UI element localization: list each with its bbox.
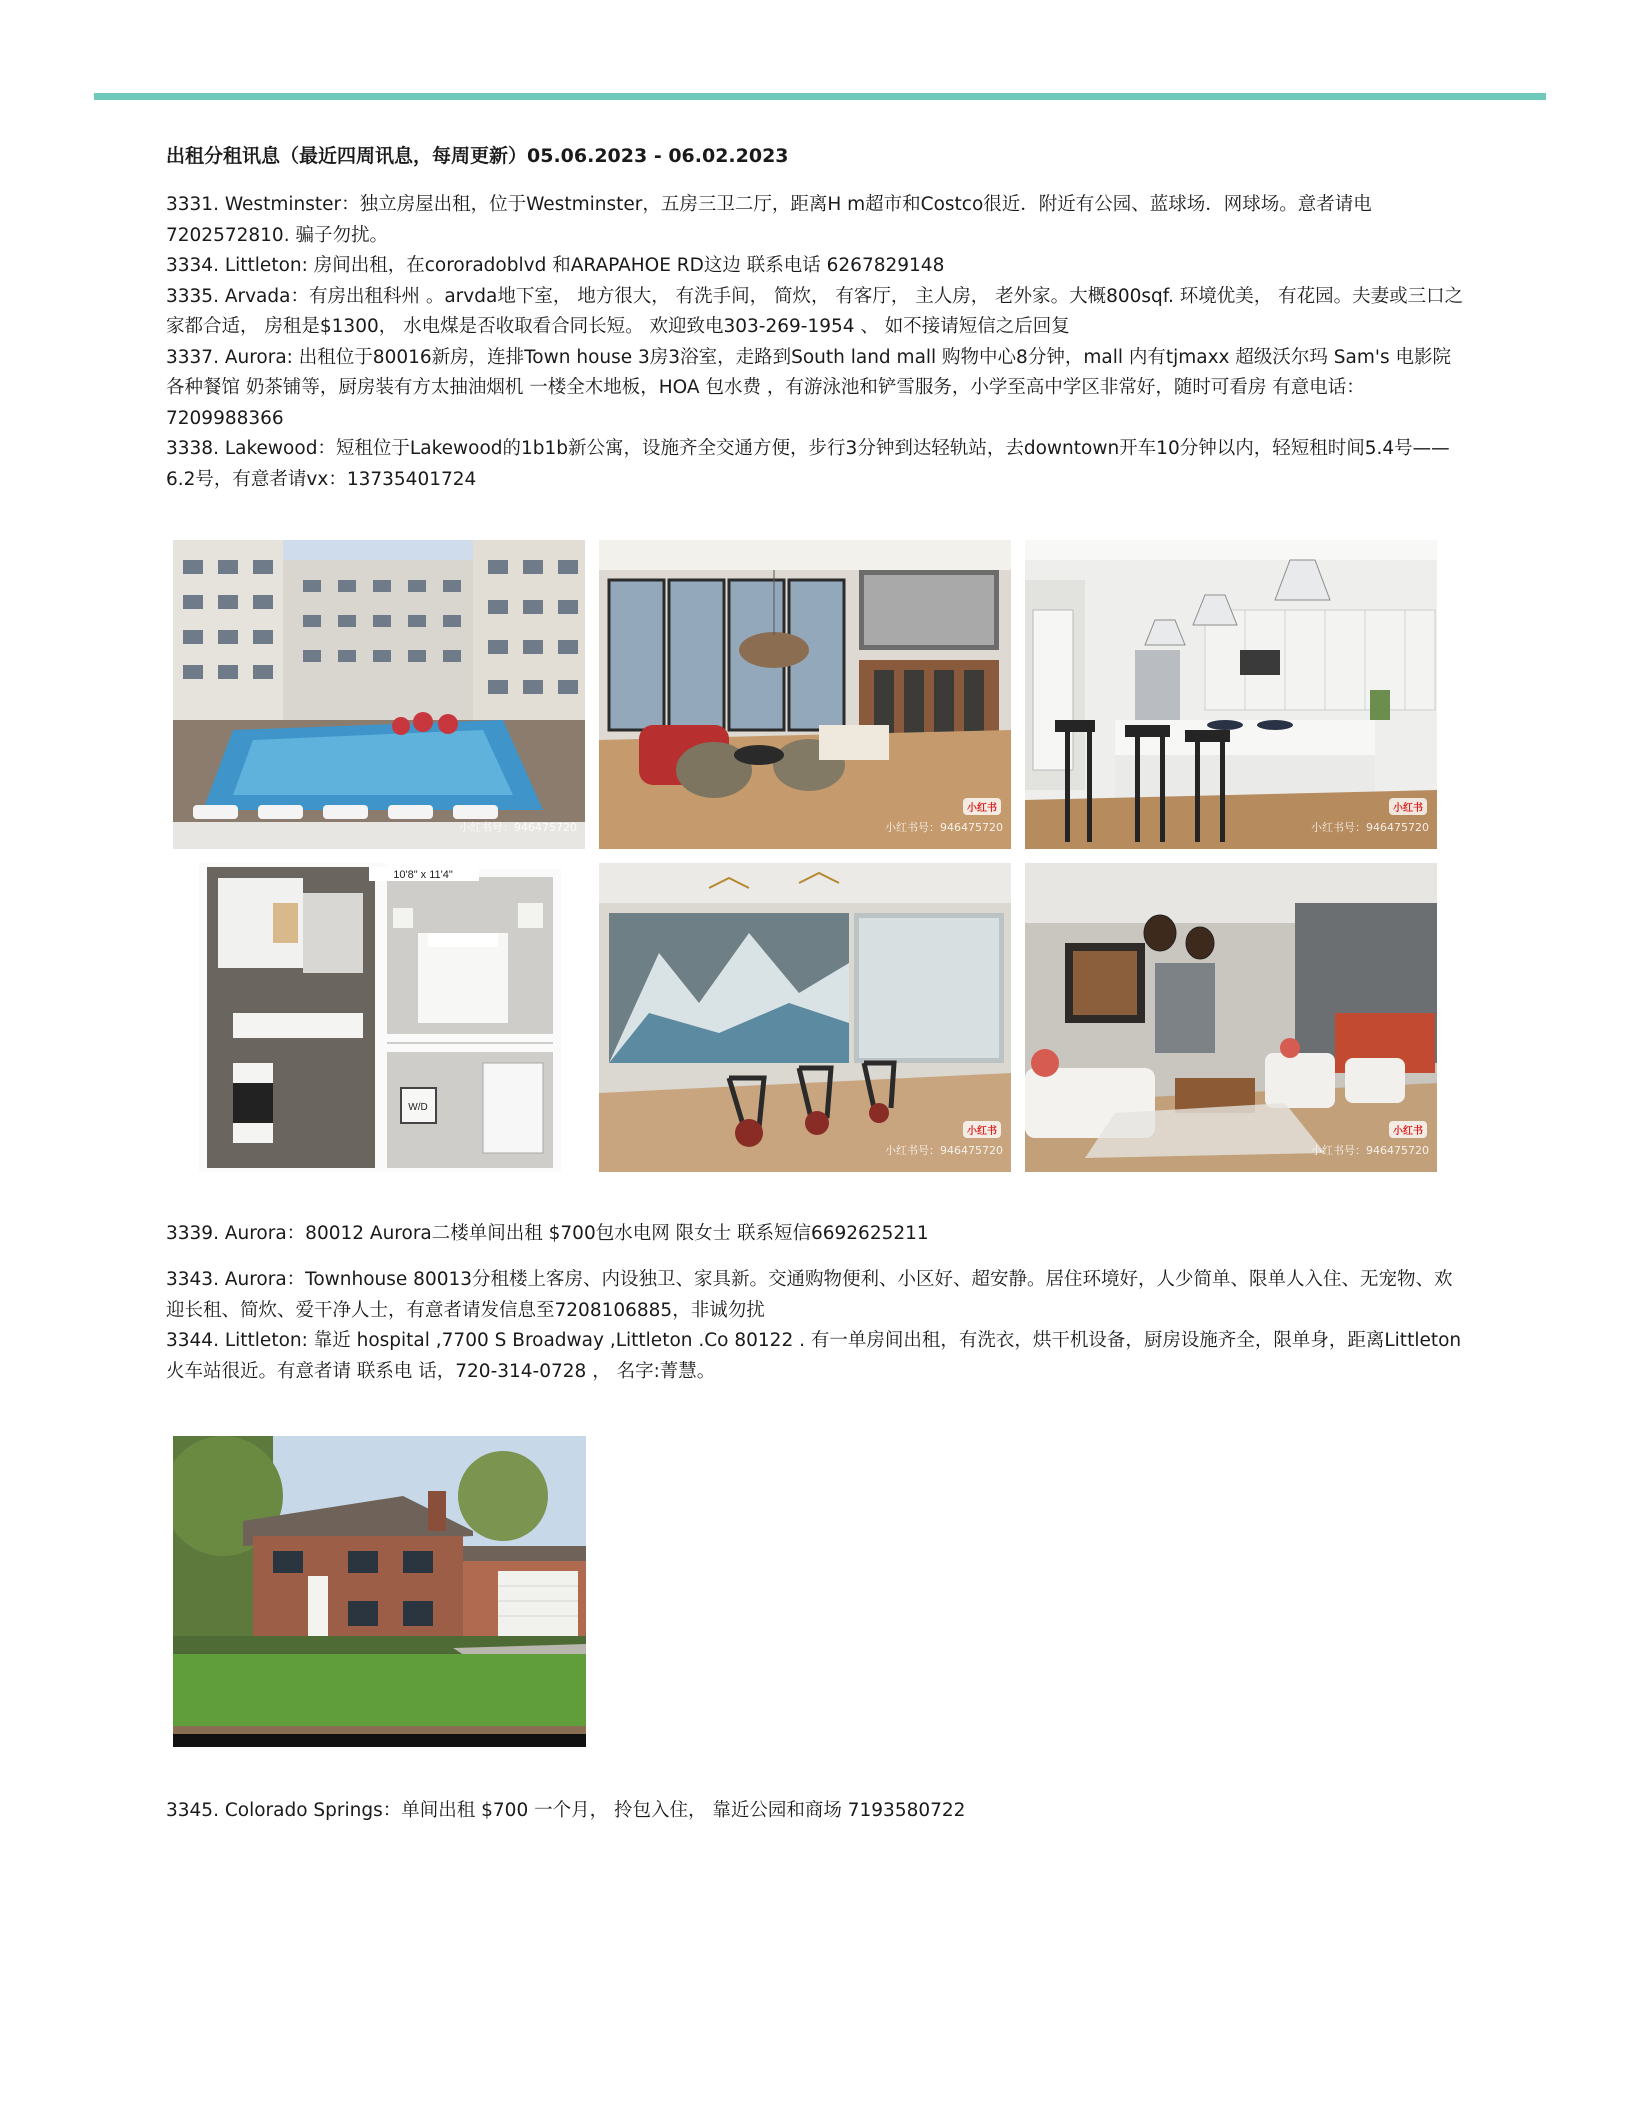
listing-3339: 3339. Aurora：80012 Aurora二楼单间出租 $700包水电网 限女士 联系短信6692625211: [166, 1223, 929, 1244]
photo-watermark: 小红书号：946475720: [885, 821, 1003, 834]
photo-watermark: 小红书号：946475720: [1311, 821, 1429, 834]
photo-lounge: [599, 540, 1011, 849]
photo-clubroom: [1025, 863, 1437, 1172]
floorplan-dimension-label: 10'8" x 11'4": [393, 869, 453, 881]
photo-pool-courtyard: [173, 540, 585, 849]
page-title: 出租分租讯息（最近四周讯息，每周更新）05.06.2023 - 06.02.2023: [166, 145, 789, 167]
listings-block-4: [166, 1796, 1466, 1827]
photo-kitchen: [1025, 540, 1437, 849]
photo-watermark: 小红书号：946475720: [459, 821, 577, 834]
floorplan-wd-label: W/D: [408, 1102, 428, 1113]
listing-3331: 3331. Westminster：独立房屋出租，位于Westminster，五房三卫二厅，距离H m超市和Costco很近．附近有公园、蓝球场．网球场。意者请电7202572810. 骗子勿扰。: [166, 194, 1372, 246]
listing-3334: 3334. Littleton: 房间出租，在cororadoblvd 和ARAPAHOE RD这边 联系电话 6267829148: [166, 255, 945, 276]
apartment-photo-grid: [173, 540, 1438, 1173]
photo-house-exterior: [173, 1436, 586, 1747]
watermark-logo: 小红书: [1389, 798, 1427, 815]
watermark-logo: 小红书: [963, 1121, 1001, 1138]
listing-3338: 3338. Lakewood：短租位于Lakewood的1b1b新公寓，设施齐全交通方便，步行3分钟到达轻轨站，去downtown开车10分钟以内，轻短租时间5.4号——6.2号，有意者请vx：13735401724: [166, 438, 1450, 490]
watermark-logo: 小红书: [963, 798, 1001, 815]
photo-watermark: 小红书号：946475720: [885, 1144, 1003, 1157]
listings-block-3: [166, 1265, 1466, 1387]
listing-3345: 3345. Colorado Springs：单间出租 $700 一个月， 拎包入住， 靠近公园和商场 7193580722: [166, 1800, 966, 1821]
listing-3343: 3343. Aurora：Townhouse 80013分租楼上客房、内设独卫、家具新。交通购物便利、小区好、超安静。居住环境好，人少简单、限单人入住、无宠物、欢迎长租、简炊、爱干净人士，有意者请发信息至7208106885，非诚勿扰: [166, 1269, 1453, 1321]
photo-gym: [599, 863, 1011, 1172]
photo-watermark: 小红书号：946475720: [1311, 1144, 1429, 1157]
photo-floorplan: [173, 863, 585, 1172]
listings-block-1: [166, 190, 1466, 495]
listing-3335: 3335. Arvada：有房出租科州 。arvda地下室， 地方很大， 有洗手间， 简炊， 有客厅， 主人房， 老外家。大概800sqf. 环境优美， 有花园。夫妻或三口之家都合适， 房租是$1300， 水电煤是否收取看合同长短。 欢迎致电303-269-1954 、 如不接请短信之后回复: [166, 285, 1464, 337]
watermark-logo: 小红书: [1389, 1121, 1427, 1138]
listing-3344: 3344. Littleton: 靠近 hospital ,7700 S Broadway ,Littleton .Co 80122 . 有一单房间出租，有洗衣，烘干机设备，厨房设施齐全，限单身，距离Littleton火车站很近。有意者请 联系电 话，720-314-0728 ， 名字:菁慧。: [166, 1330, 1462, 1382]
listings-block-2: [166, 1219, 1466, 1250]
listing-3337: 3337. Aurora: 出租位于80016新房，连排Town house 3房3浴室，走路到South land mall 购物中心8分钟，mall 内有tjmaxx 超级沃尔玛 Sam's 电影院 各种餐馆 奶茶铺等，厨房装有方太抽油烟机 一楼全木地板，HOA 包水费 ，有游泳池和铲雪服务，小学至高中学区非常好，随时可看房 有意电话：7209988366: [166, 346, 1451, 429]
header-rule: [94, 93, 1546, 100]
